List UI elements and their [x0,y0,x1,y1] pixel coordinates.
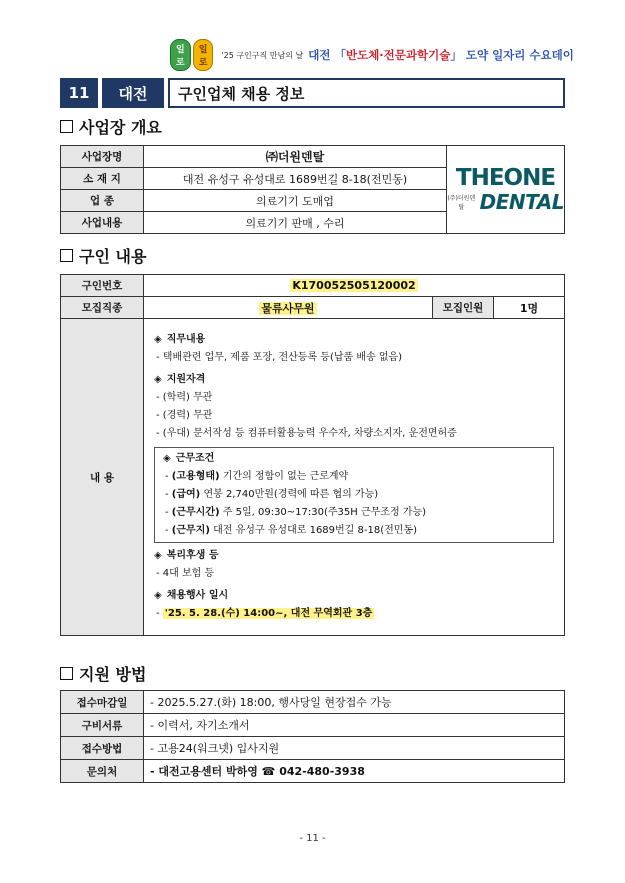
table-row [61,691,565,714]
section-recruit-heading: 구인 내용 [60,244,146,267]
diamond-icon: ◈ [154,374,162,385]
banner-subtitle: '25 구인구직 만남의 날 [221,50,304,60]
duty-line: - 택배관련 업무, 제품 포장, 전산등록 등(납품 배송 없음) [156,352,403,363]
cond-line: - (근무지) 대전 유성구 유성대로 1689번길 8-18(전민동) [165,525,418,536]
banner-pill-1: 일로 [170,39,191,71]
title-city: 대전 [102,78,164,108]
welfare-line: - 4대 보험 등 [156,568,215,579]
qual-line: - (우대) 문서작성 등 컴퓨터활용능력 우수자, 차량소지자, 운전면허증 [156,428,457,439]
company-logo: THEONE (주)더원덴탈 DENTAL [447,146,565,234]
count-label: 모집인원 [433,297,494,319]
count-value: 1명 [494,297,565,319]
company-name: ㈜더원덴탈 [144,146,447,168]
apply-label: 접수방법 [61,737,144,760]
diamond-icon: ◈ [154,550,162,561]
page-title: 구인업체 채용 정보 [168,78,565,108]
banner-main: 대전 「반도체·전문과학기술」 도약 일자리 수요데이 [308,48,574,62]
cond-heading: ◈ 근무조건 [163,453,215,464]
apply-deadline: - 2025.5.27.(화) 18:00, 행사당일 현장접수 가능 [144,691,565,714]
section-apply-heading: 지원 방법 [60,662,146,685]
table-row [61,146,565,168]
apply-label: 구비서류 [61,714,144,737]
event-banner [170,43,574,68]
company-address: 대전 유성구 유성대로 1689번길 8-18(전민동) [144,168,447,190]
event-line: - '25. 5. 28.(수) 14:00~, 대전 무역회관 3층 [156,608,373,619]
cond-line: - (근무시간) 주 5일, 09:30~17:30(주35H 근무조정 가능) [165,507,427,518]
table-row [61,297,565,319]
page-number: - 11 - [299,833,326,844]
table-row [61,737,565,760]
overview-label: 소 재 지 [61,168,144,190]
overview-label: 업 종 [61,190,144,212]
job-label: 모집직종 [61,297,144,319]
banner-pill-2: 일로 [193,39,214,71]
duty-heading: ◈ 직무내용 [154,334,206,345]
overview-table [60,145,565,234]
job-title: 물류사무원 [144,297,433,319]
diamond-icon: ◈ [154,334,162,345]
recruit-table [60,274,565,636]
job-content [144,319,565,636]
conditions-box [154,447,554,543]
table-row [61,714,565,737]
overview-label: 사업내용 [61,212,144,234]
checkbox-square-icon [60,249,73,262]
recruit-id: K170052505120002 [144,275,565,297]
qual-heading: ◈ 지원자격 [154,374,206,385]
welfare-heading: ◈ 복리후생 등 [154,550,219,561]
qual-line: - (경력) 무관 [156,410,213,421]
checkbox-square-icon [60,667,73,680]
title-bar [60,78,565,108]
cond-line: - (고용형태) 기간의 정함이 없는 근로계약 [165,471,349,482]
company-industry: 의료기기 도매업 [144,190,447,212]
title-number: 11 [60,78,98,108]
event-heading: ◈ 채용행사 일시 [154,590,229,601]
apply-table [60,690,565,783]
company-business: 의료기기 판매 , 수리 [144,212,447,234]
section-overview-heading: 사업장 개요 [60,115,162,138]
table-row [61,319,565,636]
checkbox-square-icon [60,120,73,133]
overview-label: 사업장명 [61,146,144,168]
apply-contact: - 대전고용센터 박하영 ☎ 042-480-3938 [144,760,565,783]
qual-line: - (학력) 무관 [156,392,213,403]
diamond-icon: ◈ [163,453,171,464]
apply-label: 문의처 [61,760,144,783]
table-row [61,760,565,783]
content-label: 내 용 [61,319,144,636]
cond-line: - (급여) 연봉 2,740만원(경력에 따른 협의 가능) [165,489,379,500]
apply-label: 접수마감일 [61,691,144,714]
table-row [61,275,565,297]
recruit-id-label: 구인번호 [61,275,144,297]
diamond-icon: ◈ [154,590,162,601]
apply-method: - 고용24(워크넷) 입사지원 [144,737,565,760]
apply-documents: - 이력서, 자기소개서 [144,714,565,737]
